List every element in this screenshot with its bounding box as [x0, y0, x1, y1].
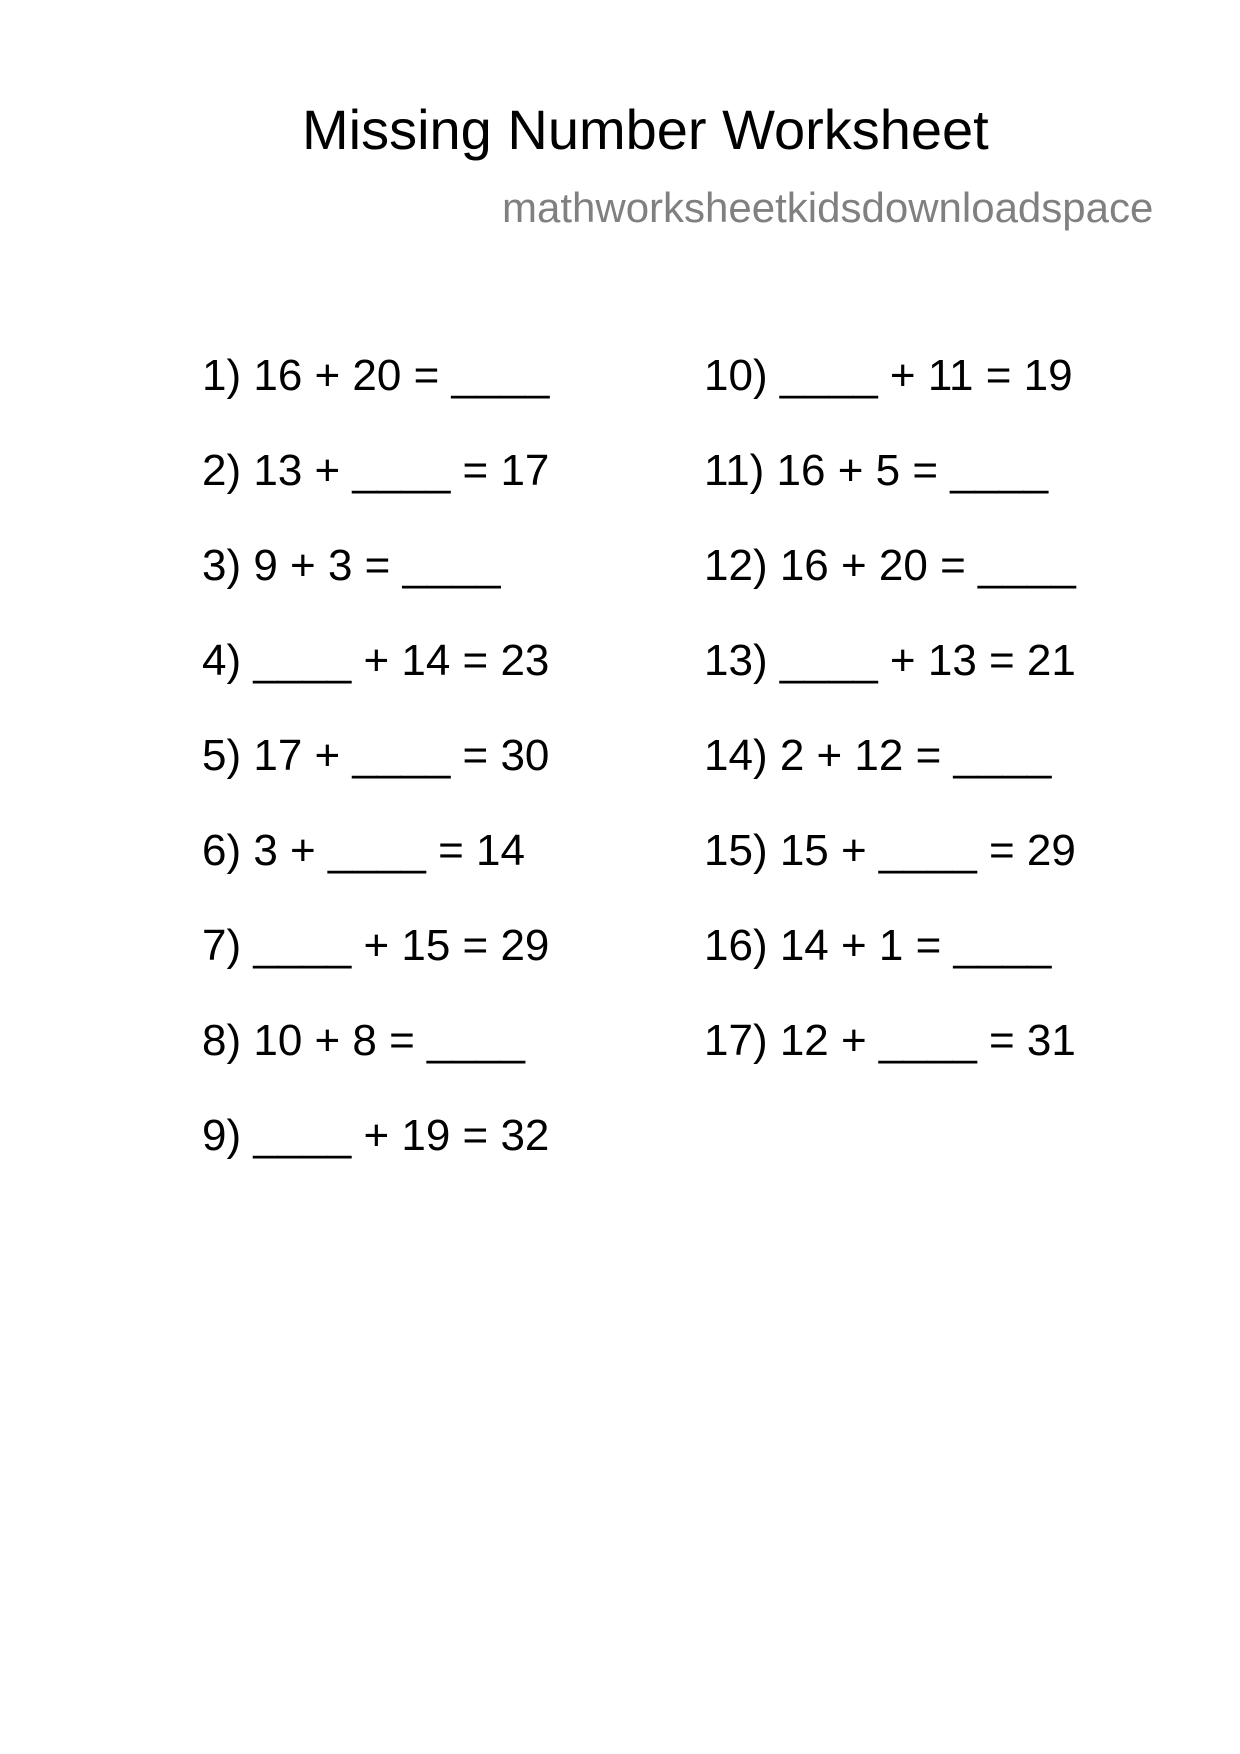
problem-4: 4) ____ + 14 = 23	[202, 636, 550, 685]
problem-12: 12) 16 + 20 = ____	[704, 541, 1076, 590]
problem-11: 11) 16 + 5 = ____	[704, 446, 1049, 495]
problem-2: 2) 13 + ____ = 17	[202, 446, 550, 495]
problems-left-column	[202, 350, 549, 1205]
problem-1: 1) 16 + 20 = ____	[202, 351, 550, 400]
problem-8: 8) 10 + 8 = ____	[202, 1016, 525, 1065]
problem-3: 3) 9 + 3 = ____	[202, 541, 501, 590]
worksheet-source: mathworksheetkidsdownloadspace	[502, 184, 1154, 231]
worksheet-title: Missing Number Worksheet	[302, 98, 989, 161]
problem-16: 16) 14 + 1 = ____	[704, 921, 1052, 970]
problem-17: 17) 12 + ____ = 31	[704, 1016, 1076, 1065]
problem-9: 9) ____ + 19 = 32	[202, 1111, 550, 1160]
problem-7: 7) ____ + 15 = 29	[202, 921, 550, 970]
problem-5: 5) 17 + ____ = 30	[202, 731, 550, 780]
problem-13: 13) ____ + 13 = 21	[704, 636, 1076, 685]
problem-14: 14) 2 + 12 = ____	[704, 731, 1052, 780]
problems-right-column	[704, 350, 1076, 1110]
problem-15: 15) 15 + ____ = 29	[704, 826, 1076, 875]
problem-10: 10) ____ + 11 = 19	[704, 351, 1073, 400]
problem-6: 6) 3 + ____ = 14	[202, 826, 525, 875]
